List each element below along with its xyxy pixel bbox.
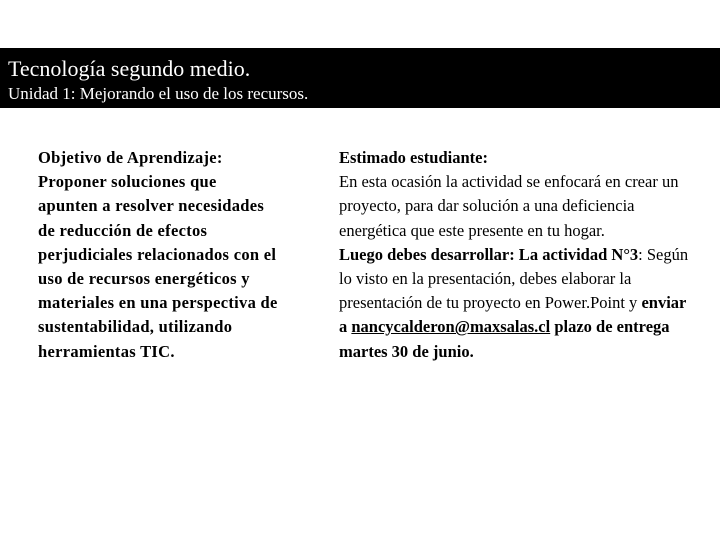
send-label: enviar a [339, 293, 687, 337]
email-link[interactable]: nancycalderon@maxsalas.cl [351, 317, 551, 337]
task-label: Luego debes desarrollar: La actividad N°3 [339, 244, 639, 264]
intro-paragraph: En esta ocasión la actividad se enfocará en crear un proyecto, para dar solución a una deficiencia energética que este presente en tu hogar. [339, 172, 679, 240]
learning-objective: Objetivo de Aprendizaje: Proponer soluciones que apunten a resolver necesidades de reducción de efectos perjudiciales relacionados con el uso de recursos energéticos y materiales en una perspectiva de sustentabilidad, utilizando herramientas TIC. [38, 148, 278, 361]
page-title: Tecnología segundo medio. [8, 56, 251, 81]
deadline-text: plazo de entrega martes 30 de junio. [339, 317, 670, 361]
unit-subtitle: Unidad 1: Mejorando el uso de los recursos. [8, 84, 309, 103]
greeting: Estimado estudiante: [339, 148, 488, 167]
header-band [0, 48, 720, 108]
student-message [339, 146, 689, 364]
task-text: : Según lo visto en la presentación, debes elaborar la presentación de tu proyecto en Power.Point y [339, 244, 689, 313]
